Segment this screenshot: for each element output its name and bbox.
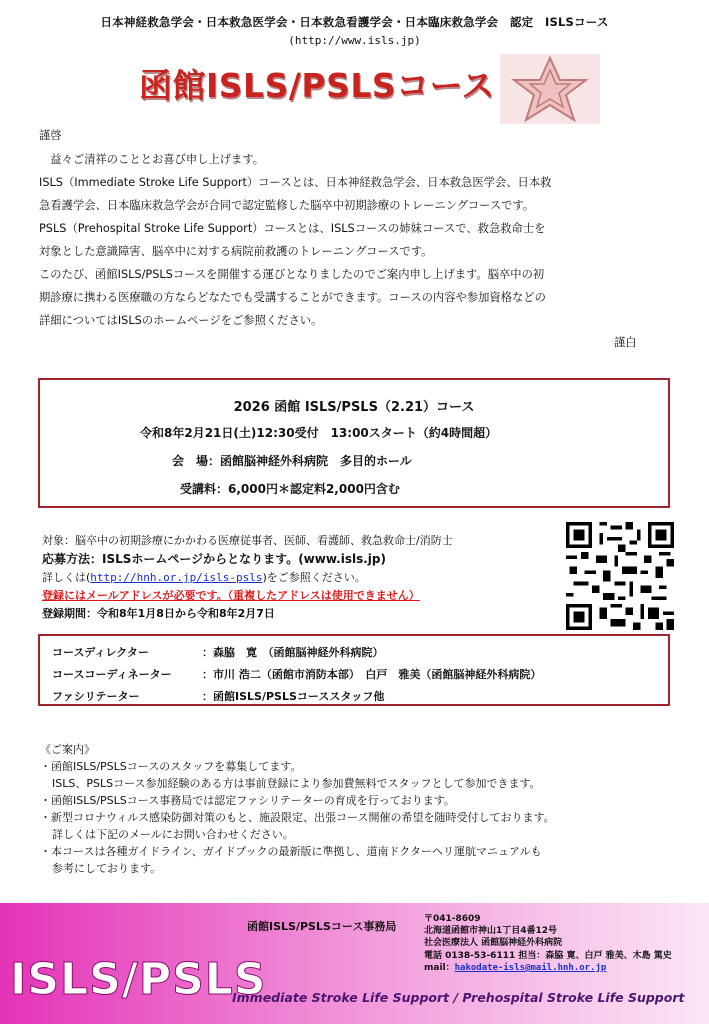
letter-line: 期診療に携わる医療職の方ならどなたでも受講することができます。コースの内容や参加資格などの [39,291,546,304]
letter-body [39,148,679,332]
footer-office: 函館ISLS/PSLSコース事務局 [247,920,397,933]
letter-line: このたび、函館ISLS/PSLSコースを開催する運びとなりましたのでご案内申し上げます。脳卒中の初 [39,268,545,281]
notice-section [40,741,555,877]
apply-detail-prefix: 詳しくは( [42,571,91,584]
notice-line: 参考にしております。 [52,862,162,875]
footer-logo-text: ISLS/PSLS [10,954,267,1005]
staff-row [52,666,541,682]
footer-mail-prefix: mail： [424,962,455,973]
detail-link[interactable]: http://hnh.or.jp/isls-psls [90,571,263,584]
notice-line: 詳しくは下記のメールにお問い合わせください。 [52,828,294,841]
footer-phone: 電話 0138-53-6111 担当：森脇 寛、白戸 雅美、木島 篤史 [424,950,672,961]
footer-street: 北海道函館市神山1丁目4番12号 [424,926,558,937]
staff-row [52,644,384,660]
staff-value: ：市川 浩二（函館市消防本部） 白戸 雅美（函館脳神経外科病院） [202,668,542,681]
star-logo-icon [500,54,600,124]
footer-org: 社会医療法人 函館脳神経外科病院 [424,938,563,949]
letter-line: ISLS（Immediate Stroke Life Support）コースとは、日本神経救急学会、日本救急医学会、日本救 [39,176,552,189]
apply-method: 応募方法：ISLSホームページからとなります。(www.isls.jp) [42,552,386,566]
notice-heading: 《ご案内》 [40,743,95,756]
staff-role: ファシリテーター [52,690,140,703]
notice-line: ISLS、PSLSコース参加経験のある方は事前登録により参加費無料でスタッフとして参加できます。 [52,777,541,790]
staff-value: ：函館ISLS/PSLSコーススタッフ他 [202,690,385,703]
apply-warning: 登録にはメールアドレスが必要です。（重複したアドレスは使用できません） [42,589,420,602]
site-url[interactable]: (http://www.isls.jp) [288,34,421,47]
apply-period: 登録期間：令和8年1月8日から令和8年2月7日 [42,607,275,620]
staff-value: ：森脇 寛 （函館脳神経外科病院） [202,646,384,659]
footer-zip: 〒041-8609 [424,914,481,924]
mail-link[interactable]: hakodate-isls@mail.hnh.or.jp [454,962,607,973]
letter-greeting: 謹啓 [39,129,62,142]
letter-line: 対象とした意識障害、脳卒中に対する病院前救護のトレーニングコースです。 [39,245,433,258]
footer-tagline: Immediate Stroke Life Support / Prehospital Stroke Life Support [232,990,685,1005]
course-title: 2026 函館 ISLS/PSLS（2.21）コース [233,400,475,415]
apply-detail [42,569,366,585]
letter-line: 急看護学会、日本臨床救急学会が合同で認定監修した脳卒中初期診療のトレーニングコースです。 [39,199,535,212]
course-venue: 会 場：函館脳神経外科病院 多目的ホール [172,454,412,468]
course-date: 令和8年2月21日(土)12:30受付 13:00スタート（約4時間超） [140,426,498,440]
staff-row [52,688,384,704]
letter-closing: 謹白 [614,336,637,349]
notice-line: ・本コースは各種ガイドライン、ガイドブックの最新版に準拠し、道南ドクターヘリ運航マニュアルも [40,845,542,858]
apply-detail-suffix: )をご参照ください。 [262,571,366,584]
staff-role: コースコーディネーター [52,668,172,681]
staff-role: コースディレクター [52,646,149,659]
footer-address [424,913,672,974]
sponsor-line: 日本神経救急学会・日本救急医学会・日本救急看護学会・日本臨床救急学会 認定 ISLSコース [100,15,609,29]
notice-line: ・函館ISLS/PSLSコース事務局では認定ファシリテーターの育成を行っております。 [40,794,455,807]
course-fee: 受講料：6,000円＊認定料2,000円含む [180,482,400,496]
page-title: 函館ISLS/PSLSコース [139,66,495,105]
qr-code-icon[interactable] [566,522,674,630]
course-info-box [38,378,670,508]
letter-line: 詳細についてはISLSのホームページをご参照ください。 [39,314,323,327]
apply-target: 対象：脳卒中の初期診療にかかわる医療従事者、医師、看護師、救急救命士/消防士 [42,534,453,547]
notice-line: ・新型コロナウィルス感染防御対策のもと、施設限定、出張コース開催の希望を随時受付しております。 [40,811,555,824]
letter-line: 益々ご清祥のこととお喜び申し上げます。 [39,153,265,166]
notice-line: ・函館ISLS/PSLSコースのスタッフを募集してます。 [40,760,302,773]
staff-box [38,634,670,706]
letter-line: PSLS（Prehospital Stroke Life Support）コースとは、ISLSコースの姉妹コースで、救急救命士を [39,222,546,235]
footer-mail [424,962,672,974]
